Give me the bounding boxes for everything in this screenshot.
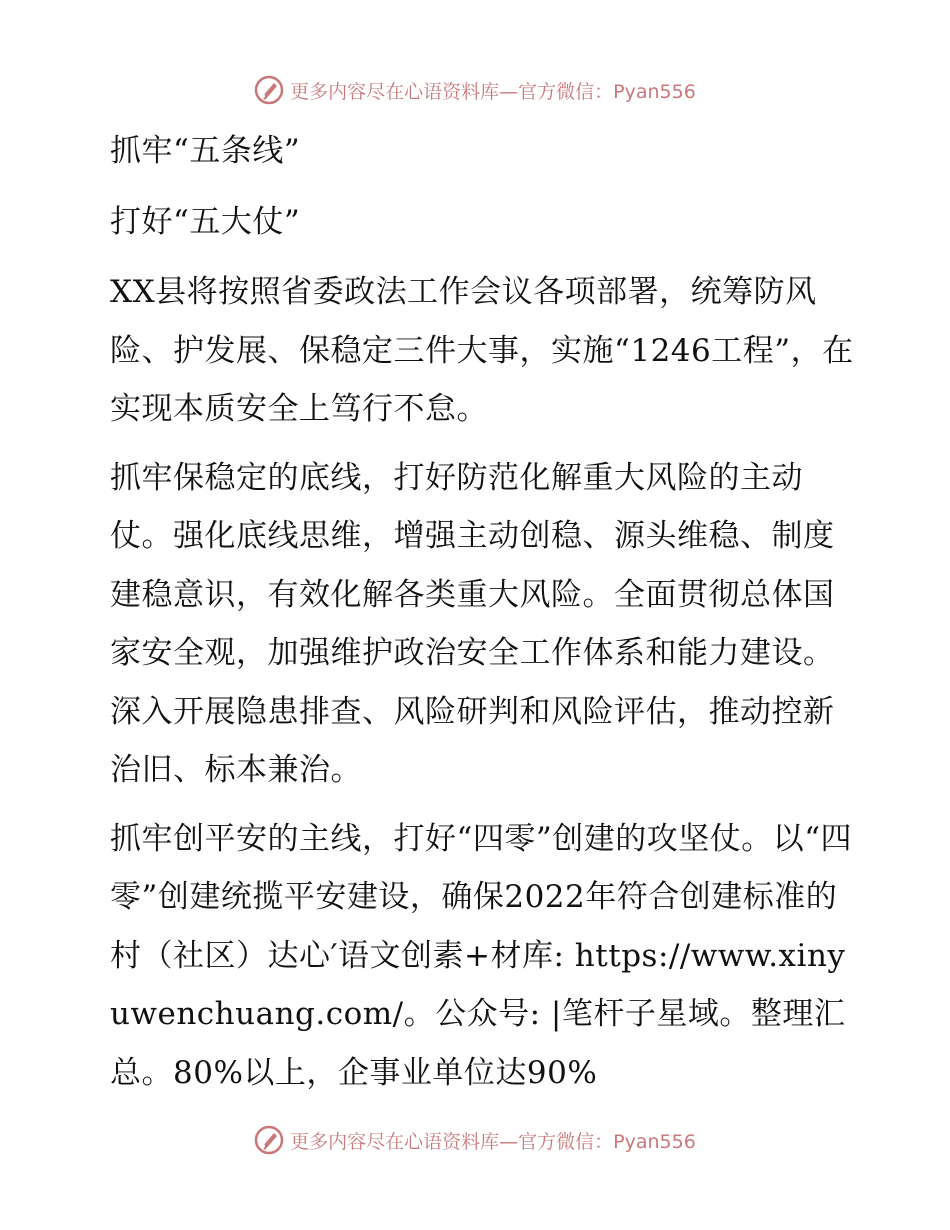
heading-five-lines: 抓牢“五条线” [110, 133, 301, 169]
heading-five-battles: 打好“五大仗” [110, 203, 301, 240]
paragraph-intro: XX县将按照省委政法工作会议各项部署，统筹防风险、护发展、保稳定三件大事，实施“1246工程”，在实现本质安全上笃行不怠。 [110, 274, 854, 427]
watermark-banner-bottom [0, 1120, 950, 1160]
document-body [98, 122, 858, 1112]
paragraph-stability: 抓牢保稳定的底线，打好防范化解重大风险的主动仗。强化底线思维，增强主动创稳、源头维稳、制度建稳意识，有效化解各类重大风险。全面贯彻总体国家安全观，加强维护政治安全工作体系和能力建设。深入开展隐患排查、风险研判和风险评估，推动控新治旧、标本兼治。 [110, 459, 835, 788]
watermark-text-bottom: 更多内容尽在心语资料库—官方微信：Pyan556 [290, 1130, 696, 1153]
pen-circle-logo-icon [254, 75, 284, 105]
pen-circle-logo-icon [254, 1125, 284, 1155]
watermark-banner-top [0, 70, 950, 110]
watermark-text-top: 更多内容尽在心语资料库—官方微信：Pyan556 [290, 80, 696, 103]
paragraph-safety: 抓牢创平安的主线，打好“四零”创建的攻坚仗。以“四零”创建统揽平安建设，确保2022年符合创建标准的村（社区）达心′语文创素+材库: https://www.xinyuwenchuang.com/。公众号: |笔杆子星域。整理汇总。80%以上，企事业单位达90% [110, 820, 853, 1091]
